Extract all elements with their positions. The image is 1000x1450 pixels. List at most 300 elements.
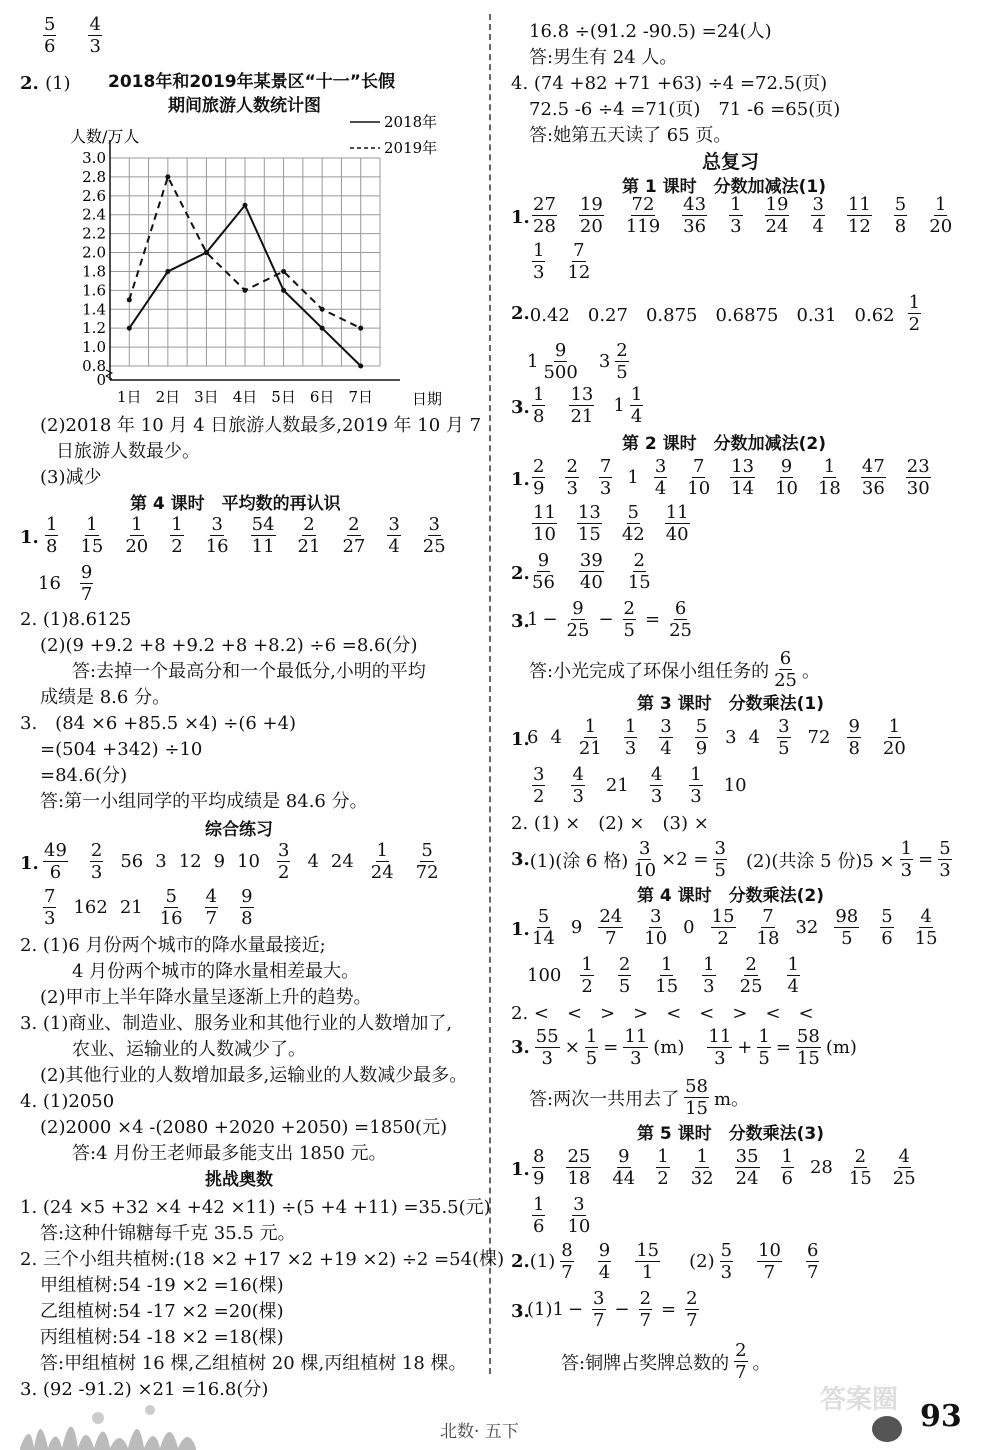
fraction: $\frac{9}{25}$ xyxy=(566,598,590,641)
fraction: $\frac{1}{8}$ xyxy=(46,514,58,557)
fraction: $\frac{9}{8}$ xyxy=(241,886,253,929)
fraction: $\frac{24}{7}$ xyxy=(599,906,623,949)
value: 9 xyxy=(570,917,583,938)
q2-answer-2-line2: 日旅游人数最少。 xyxy=(56,441,200,462)
fraction: $\frac{7}{3}$ xyxy=(44,886,56,929)
r-q4-line2: 72.5 -6 ÷4 =71(页) 71 -6 =65(页) xyxy=(529,99,841,120)
value: − xyxy=(542,609,558,630)
part-a-label: (1)(涂 6 格) xyxy=(529,850,629,872)
s3-q2: 2. (1) × (2) × (3) × xyxy=(511,813,709,834)
y-tick-label: 1.4 xyxy=(82,300,106,319)
x-tick-label: 6日 xyxy=(309,388,335,406)
s4-q2: 2. < < > > < < > < < xyxy=(511,1003,814,1024)
part-label: (1) xyxy=(45,73,71,94)
data-point xyxy=(204,250,209,255)
value: = xyxy=(661,1299,677,1320)
fraction: $\frac{3}{2}$ xyxy=(277,840,290,883)
s2-q2-row xyxy=(527,550,670,593)
fraction: $\frac{3}{4}$ xyxy=(660,716,672,759)
fraction: $\frac{11}{12}$ xyxy=(847,194,871,237)
y-axis-label: 人数/万人 xyxy=(70,127,140,146)
fraction: $\frac{2}{27}$ xyxy=(342,514,366,557)
fraction: $\frac{2}{15}$ xyxy=(848,1146,872,1189)
fraction: $\frac{4}{25}$ xyxy=(892,1146,916,1189)
s3-q3-row xyxy=(511,838,957,881)
fraction: $\frac{9}{7}$ xyxy=(80,562,93,605)
s2-q3-equation xyxy=(527,598,701,641)
fraction: $\frac{2}{21}$ xyxy=(297,514,321,557)
value: − xyxy=(598,609,614,630)
fraction: $\frac{3}{25}$ xyxy=(422,514,446,557)
zh-q3-line3: (2)其他行业的人数增加最多,运输业的人数减少最多。 xyxy=(40,1065,468,1086)
fraction: $\frac{4}{3}$ xyxy=(572,764,584,807)
s5-q3-answer xyxy=(561,1340,771,1383)
fraction: $\frac{7}{18}$ xyxy=(756,906,780,949)
value: 72 xyxy=(807,727,831,748)
zh-q2-line2: 4 月份两个城市的降水量相差最大。 xyxy=(72,961,360,982)
question-number: 3. xyxy=(511,849,530,870)
zh-q2-line3: (2)甲市上半年降水量呈逐渐上升的趋势。 xyxy=(40,987,372,1008)
fraction: $\frac{15}{1}$ xyxy=(636,1240,660,1283)
data-point xyxy=(127,326,132,331)
s4-q1-row2 xyxy=(527,954,819,997)
zh-q3-line1: 3. (1)商业、制造业、服务业和其他行业的人数增加了, xyxy=(20,1013,453,1034)
s2-q1-row1 xyxy=(527,456,946,499)
tz-q2-line2: 甲组植树:54 -19 ×2 =16(棵) xyxy=(40,1275,284,1296)
part-label: (2) xyxy=(689,1251,715,1272)
fraction: $\frac{19}{20}$ xyxy=(579,194,603,237)
fraction: $\frac{6}{7}$ xyxy=(806,1240,819,1283)
fraction: $\frac{1}{15}$ xyxy=(655,954,679,997)
fraction: $\frac{1}{5}$ xyxy=(585,1026,598,1069)
y-tick-label: 2.6 xyxy=(82,186,106,205)
answer-unit: m。 xyxy=(713,1088,750,1110)
s5-q2-row xyxy=(511,1240,838,1283)
section-title-lesson4: 第 4 课时 平均数的再认识 xyxy=(130,494,341,514)
tz-q1-answer: 答:这种什锦糖每千克 35.5 元。 xyxy=(40,1223,296,1244)
lesson4-q1-fractions xyxy=(40,514,463,557)
fraction: $\frac{2}{9}$ xyxy=(533,456,545,499)
r-line1-answer: 答:男生有 24 人。 xyxy=(529,47,678,68)
whole-part: 1 xyxy=(613,395,625,416)
fraction: $\frac{5}{6}$ xyxy=(44,14,56,57)
value: = xyxy=(645,609,661,630)
fraction: $\frac{7}{10}$ xyxy=(687,456,711,499)
value: 9 xyxy=(213,851,226,872)
l4-q2-answer1: 答:去掉一个最高分和一个最低分,小明的平均 xyxy=(72,661,426,682)
l4-q3-line3: =84.6(分) xyxy=(40,765,128,786)
value: 100 xyxy=(527,965,562,986)
page-footer xyxy=(0,1380,1000,1450)
fraction: $\frac{9}{8}$ xyxy=(848,716,860,759)
grass-decoration-icon xyxy=(20,1380,220,1450)
fraction: $\frac{11}{40}$ xyxy=(665,502,689,545)
fraction: $\frac{13}{14}$ xyxy=(731,456,755,499)
fraction: $\frac{1}{3}$ xyxy=(900,838,913,881)
fraction: $\frac{11}{3}$ xyxy=(624,1026,648,1069)
fraction: $\frac{3}{5}$ xyxy=(714,838,726,881)
question-number: 2. xyxy=(511,303,530,324)
fraction: $\frac{1}{20}$ xyxy=(125,514,149,557)
answer-text: 答:铜牌占奖牌总数的 xyxy=(561,1352,730,1374)
value: (1)1 xyxy=(527,1299,564,1320)
y-tick-label: 0.8 xyxy=(82,357,106,375)
fraction: $\frac{8}{9}$ xyxy=(533,1146,545,1189)
x-tick-label: 4日 xyxy=(232,388,258,406)
data-point xyxy=(358,326,363,331)
value: 32 xyxy=(795,917,819,938)
value: 1 xyxy=(627,467,639,488)
question-number: 1. xyxy=(511,469,530,490)
fraction: $\frac{2}{7}$ xyxy=(735,1340,747,1383)
answer-end: 。 xyxy=(752,1352,771,1374)
question-number: 2. xyxy=(511,563,530,584)
value: 1 xyxy=(527,609,539,630)
fraction: $\frac{5}{16}$ xyxy=(159,886,183,929)
fraction: $\frac{23}{30}$ xyxy=(906,456,930,499)
x-tick-label: 2日 xyxy=(155,388,181,406)
data-point xyxy=(243,203,248,208)
question-number: 1. xyxy=(511,1159,530,1180)
data-point xyxy=(358,364,363,369)
x-tick-label: 5日 xyxy=(271,388,296,406)
fraction: $\frac{35}{24}$ xyxy=(735,1146,759,1189)
question-number: 1. xyxy=(511,919,530,940)
fraction: $\frac{2}{7}$ xyxy=(639,1288,652,1331)
fraction: $\frac{55}{3}$ xyxy=(535,1026,559,1069)
whole-part: 1 xyxy=(527,351,539,372)
zh-q4-answer: 答:4 月份王老师最多能支出 1850 元。 xyxy=(72,1143,387,1164)
fraction: $\frac{5}{14}$ xyxy=(532,906,555,949)
fraction: $\frac{1}{2}$ xyxy=(581,954,593,997)
y-tick-label: 1.6 xyxy=(82,281,106,300)
fraction: $\frac{1}{4}$ xyxy=(630,384,643,427)
fraction: $\frac{3}{2}$ xyxy=(533,764,545,807)
data-point xyxy=(165,269,170,274)
value: 162 xyxy=(73,897,108,918)
fraction: $\frac{1}{2}$ xyxy=(657,1146,669,1189)
top-fractions xyxy=(38,14,129,57)
x-tick-label: 1日 xyxy=(117,388,142,406)
fraction: $\frac{1}{3}$ xyxy=(690,764,702,807)
question-number: 2. xyxy=(511,1251,530,1272)
page-number: 93 xyxy=(920,1399,962,1434)
x-axis-label: 日期 xyxy=(412,390,443,408)
question-number: 3. xyxy=(511,397,530,418)
fraction: $\frac{7}{3}$ xyxy=(599,456,612,499)
section-title-review: 总复习 xyxy=(702,151,760,173)
s1-q3-row xyxy=(527,384,662,427)
fraction: $\frac{1}{3}$ xyxy=(624,716,637,759)
q2-answer-2-line1: (2)2018 年 10 月 4 日旅游人数最多,2019 年 10 月 7 xyxy=(40,415,482,436)
value: 10 xyxy=(237,851,260,872)
fraction: $\frac{9}{44}$ xyxy=(612,1146,636,1189)
fraction: $\frac{3}{4}$ xyxy=(812,194,824,237)
section-title-olympiad: 挑战奥数 xyxy=(205,1170,273,1190)
fraction: $\frac{47}{36}$ xyxy=(861,456,885,499)
question-number: 2. xyxy=(20,73,39,94)
fraction: $\frac{4}{7}$ xyxy=(205,886,218,929)
tz-q2-line1: 2. 三个小组共植树:(18 ×2 +17 ×2 +19 ×2) ÷2 =54(棵) xyxy=(20,1249,505,1270)
answer-text: 答:两次一共用去了 xyxy=(529,1088,680,1110)
fraction: $\frac{13}{15}$ xyxy=(577,502,601,545)
fraction: $\frac{1}{18}$ xyxy=(817,456,841,499)
question-number: 3. xyxy=(511,611,530,632)
answer-text: 答:小光完成了环保小组任务的 xyxy=(529,660,770,682)
s1-q1-row2 xyxy=(527,240,607,283)
question-number: 1. xyxy=(511,729,530,750)
fraction: $\frac{9}{10}$ xyxy=(775,456,798,499)
y-tick-label: 3.0 xyxy=(82,149,106,167)
fraction: $\frac{49}{6}$ xyxy=(44,840,67,883)
section-title-s3: 第 3 课时 分数乘法(1) xyxy=(637,694,825,714)
value: 4 xyxy=(748,727,761,748)
fraction: $\frac{54}{11}$ xyxy=(251,514,275,557)
fraction: $\frac{5}{3}$ xyxy=(720,1240,733,1283)
s4-q3-row: 3. $\frac{55}{3}$ × $\frac{1}{5}$ = $\frac{11}{3}$ (m) $\frac{11}{3}$ + $\frac{1}{5}$ = $\frac{58}{15}$ (m) xyxy=(511,1026,857,1069)
fraction: $\frac{2}{15}$ xyxy=(627,550,651,593)
zh-q4-line1: 4. (1)2050 xyxy=(20,1091,115,1112)
value: 21 xyxy=(119,897,143,918)
s2-q1-row2 xyxy=(527,502,705,545)
r-line1: 16.8 ÷(91.2 -90.5) =24(人) xyxy=(529,21,772,42)
s4-q3-answer xyxy=(529,1076,749,1119)
comprehensive-q1-row1 xyxy=(38,840,456,883)
section-title-s1: 第 1 课时 分数加减法(1) xyxy=(622,177,827,197)
value: − xyxy=(614,1299,630,1320)
fraction: $\frac{1}{24}$ xyxy=(370,840,394,883)
fraction: $\frac{1}{21}$ xyxy=(578,716,602,759)
fraction: $\frac{98}{5}$ xyxy=(835,906,859,949)
operator: = xyxy=(918,849,934,870)
fraction: $\frac{1}{15}$ xyxy=(80,514,104,557)
fraction: $\frac{1}{2}$ xyxy=(171,514,183,557)
fraction: $\frac{1}{6}$ xyxy=(781,1146,793,1189)
fraction: $\frac{5}{42}$ xyxy=(621,502,645,545)
data-point xyxy=(165,174,170,179)
chart-title-line1: 2018年和2019年某景区“十一”长假 xyxy=(108,72,395,92)
y-tick-label: 2.8 xyxy=(82,167,106,186)
s5-q1-row2 xyxy=(527,1194,607,1237)
comprehensive-q1-row2 xyxy=(38,886,271,929)
l4-q3-line1: 3. (84 ×6 +85.5 ×4) ÷(6 +4) xyxy=(20,713,297,734)
decimal-values: 0.42 0.27 0.875 0.6875 0.31 0.62 xyxy=(529,304,895,326)
part-b-label: (2)(共涂 5 份)5 × xyxy=(745,850,895,872)
fraction: $\frac{3}{10}$ xyxy=(633,838,657,881)
fraction: $\frac{11}{3}$ xyxy=(708,1026,732,1069)
fraction: $\frac{27}{28}$ xyxy=(533,194,556,237)
value: 10 xyxy=(723,775,747,796)
y-tick-label: 1.0 xyxy=(82,338,106,357)
fraction: $\frac{2}{7}$ xyxy=(686,1288,698,1331)
fraction: $\frac{1}{20}$ xyxy=(882,716,906,759)
fraction: $\frac{3}{4}$ xyxy=(388,514,400,557)
data-point xyxy=(281,288,286,293)
fraction: $\frac{1}{3}$ xyxy=(703,954,715,997)
question-number: 3. xyxy=(511,1301,530,1322)
tz-q2-line3: 乙组植树:54 -17 ×2 =20(棵) xyxy=(40,1301,284,1322)
legend-label: 2018年 xyxy=(384,113,438,131)
l4-q2-line2: (2)(9 +9.2 +8 +9.2 +8 +8.2) ÷6 =8.6(分) xyxy=(40,635,418,656)
question-number: 3. xyxy=(511,1037,530,1058)
value: 3 xyxy=(155,851,167,872)
data-point xyxy=(320,307,325,312)
tz-q1: 1. (24 ×5 +32 ×4 +42 ×11) ÷(5 +4 +11) =35.5(元) xyxy=(20,1197,491,1218)
fraction: $\frac{72}{119}$ xyxy=(625,194,661,237)
fraction: $\frac{2}{3}$ xyxy=(90,840,103,883)
fraction: $\frac{5}{72}$ xyxy=(415,840,439,883)
fraction: $\frac{3}{7}$ xyxy=(593,1288,605,1331)
value: 28 xyxy=(809,1157,833,1178)
part-label: (1) xyxy=(529,1251,556,1272)
value: 24 xyxy=(330,851,354,872)
s1-q2-row1 xyxy=(511,292,926,335)
r-q4-line1: 4. (74 +82 +71 +63) ÷4 =72.5(页) xyxy=(511,73,828,94)
data-point xyxy=(281,269,286,274)
section-title-s5: 第 5 课时 分数乘法(3) xyxy=(637,1124,825,1144)
s2-q3-answer xyxy=(529,648,820,691)
value: 56 xyxy=(120,851,144,872)
fraction: $\frac{4}{3}$ xyxy=(650,764,663,807)
fraction: $\frac{1}{4}$ xyxy=(787,954,799,997)
fraction: $\frac{1}{3}$ xyxy=(730,194,742,237)
zh-q3-line2: 农业、运输业的人数减少了。 xyxy=(72,1039,306,1060)
fraction: $\frac{3}{10}$ xyxy=(567,1194,591,1237)
s5-q1-row1 xyxy=(527,1146,932,1189)
s1-q2-row2 xyxy=(527,340,650,383)
lesson4-q1-row2 xyxy=(38,562,98,605)
fraction: $\frac{58}{15}$ xyxy=(796,1026,820,1069)
s5-q3-equation xyxy=(527,1288,708,1331)
whole-part: 3 xyxy=(598,351,611,372)
l4-q3-answer: 答:第一小组同学的平均成绩是 84.6 分。 xyxy=(40,791,368,812)
value: 0 xyxy=(683,917,695,938)
y-tick-label: 0 xyxy=(96,371,106,389)
fraction: $\frac{43}{36}$ xyxy=(683,194,707,237)
value: 21 xyxy=(605,775,629,796)
y-tick-label: 1.8 xyxy=(82,262,106,281)
value: 4 xyxy=(550,727,562,748)
question-number: 1. xyxy=(20,853,39,874)
value: 4 xyxy=(307,851,319,872)
fraction: $\frac{10}{7}$ xyxy=(758,1240,781,1283)
chart-title-line2: 期间旅游人数统计图 xyxy=(168,96,321,116)
x-tick-label: 3日 xyxy=(194,388,219,406)
question-number: 1. xyxy=(511,207,530,228)
zh-q2-line1: 2. (1)6 月份两个城市的降水量最接近; xyxy=(20,935,326,956)
x-tick-label: 7日 xyxy=(348,388,373,406)
section-title-s2: 第 2 课时 分数加减法(2) xyxy=(622,434,827,454)
fraction: $\frac{3}{5}$ xyxy=(778,716,790,759)
fraction: $\frac{2}{5}$ xyxy=(618,954,631,997)
value: − xyxy=(567,1299,584,1320)
q2-answer-3: (3)减少 xyxy=(40,467,102,488)
y-tick-label: 1.2 xyxy=(82,319,106,338)
legend-label: 2019年 xyxy=(384,139,438,157)
fraction: $\frac{9}{4}$ xyxy=(598,1240,611,1283)
fraction: $\frac{11}{10}$ xyxy=(533,502,556,545)
fraction: $\frac{8}{7}$ xyxy=(561,1240,573,1283)
s4-q1-row1 xyxy=(527,906,954,949)
value: 3 xyxy=(725,727,737,748)
section-title-s4: 第 4 课时 分数乘法(2) xyxy=(637,886,825,906)
tourist-line-chart xyxy=(20,110,490,410)
footer-subject: 北数· 五下 xyxy=(440,1422,519,1442)
character-icon xyxy=(872,1416,902,1442)
fraction: $\frac{5}{6}$ xyxy=(881,906,893,949)
l4-q2-line1: 2. (1)8.6125 xyxy=(20,609,132,630)
fraction: $\frac{58}{15}$ xyxy=(685,1076,708,1119)
fraction: $\frac{2}{3}$ xyxy=(566,456,578,499)
fraction: $\frac{3}{10}$ xyxy=(644,906,668,949)
tz-q2-line4: 丙组植树:54 -18 ×2 =18(棵) xyxy=(40,1327,284,1348)
tz-q2-answer: 答:甲组植树 16 棵,乙组植树 20 棵,丙组植树 18 棵。 xyxy=(40,1353,467,1374)
r-q4-answer: 答:她第五天读了 65 页。 xyxy=(529,125,732,146)
data-point xyxy=(243,288,248,293)
l4-q3-line2: =(504 +342) ÷10 xyxy=(40,739,203,760)
fraction: $\frac{4}{3}$ xyxy=(89,14,101,57)
fraction: $\frac{1}{5}$ xyxy=(758,1026,770,1069)
fraction: $\frac{19}{24}$ xyxy=(765,194,789,237)
y-tick-label: 2.4 xyxy=(82,205,106,224)
s3-q1-row1 xyxy=(527,716,923,759)
fraction: $\frac{9}{56}$ xyxy=(532,550,555,593)
axis-break-icon xyxy=(106,370,112,379)
fraction: $\frac{4}{15}$ xyxy=(914,906,938,949)
fraction: $\frac{39}{40}$ xyxy=(579,550,603,593)
question-number: 1. xyxy=(20,527,39,548)
tz-q3: 3. (92 -91.2) ×21 =16.8(分) xyxy=(20,1379,269,1400)
fraction: $\frac{13}{21}$ xyxy=(570,384,594,427)
fraction: $\frac{1}{2}$ xyxy=(908,292,921,335)
fraction: $\frac{3}{4}$ xyxy=(654,456,667,499)
data-point xyxy=(320,326,325,331)
answer-end: 。 xyxy=(801,660,820,682)
fraction: $\frac{1}{32}$ xyxy=(690,1146,714,1189)
fraction: $\frac{2}{25}$ xyxy=(739,954,763,997)
fraction: $\frac{6}{25}$ xyxy=(669,598,692,641)
y-tick-label: 2.2 xyxy=(82,224,106,243)
fraction: $\frac{1}{3}$ xyxy=(533,240,545,283)
data-point xyxy=(127,297,132,302)
value: 16 xyxy=(38,573,61,594)
zh-q4-line2: (2)2000 ×4 -(2080 +2020 +2050) =1850(元) xyxy=(40,1117,448,1138)
fraction: $\frac{2}{5}$ xyxy=(616,340,628,383)
fraction: $\frac{5}{9}$ xyxy=(695,716,708,759)
fraction: $\frac{25}{18}$ xyxy=(567,1146,591,1189)
section-title-comprehensive: 综合练习 xyxy=(205,820,273,840)
fraction: $\frac{9}{500}$ xyxy=(543,340,578,383)
operator: ×2 = xyxy=(661,849,709,870)
fraction: $\frac{1}{6}$ xyxy=(533,1194,545,1237)
s3-q1-row2 xyxy=(527,764,763,807)
value: 6 xyxy=(527,727,539,748)
y-tick-label: 2.0 xyxy=(82,243,106,262)
fraction: $\frac{5}{8}$ xyxy=(894,194,907,237)
fraction: $\frac{3}{16}$ xyxy=(205,514,229,557)
value: 12 xyxy=(178,851,202,872)
watermark-text: 答案圈 xyxy=(820,1385,899,1415)
s1-q1-row1 xyxy=(527,194,969,237)
fraction: $\frac{5}{3}$ xyxy=(939,838,951,881)
l4-q2-answer2: 成绩是 8.6 分。 xyxy=(40,687,171,708)
fraction: $\frac{2}{5}$ xyxy=(623,598,635,641)
fraction: $\frac{15}{2}$ xyxy=(711,906,735,949)
fraction: $\frac{6}{25}$ xyxy=(774,648,797,691)
fraction: $\frac{7}{12}$ xyxy=(567,240,591,283)
fraction: $\frac{1}{20}$ xyxy=(929,194,953,237)
fraction: $\frac{1}{8}$ xyxy=(533,384,545,427)
